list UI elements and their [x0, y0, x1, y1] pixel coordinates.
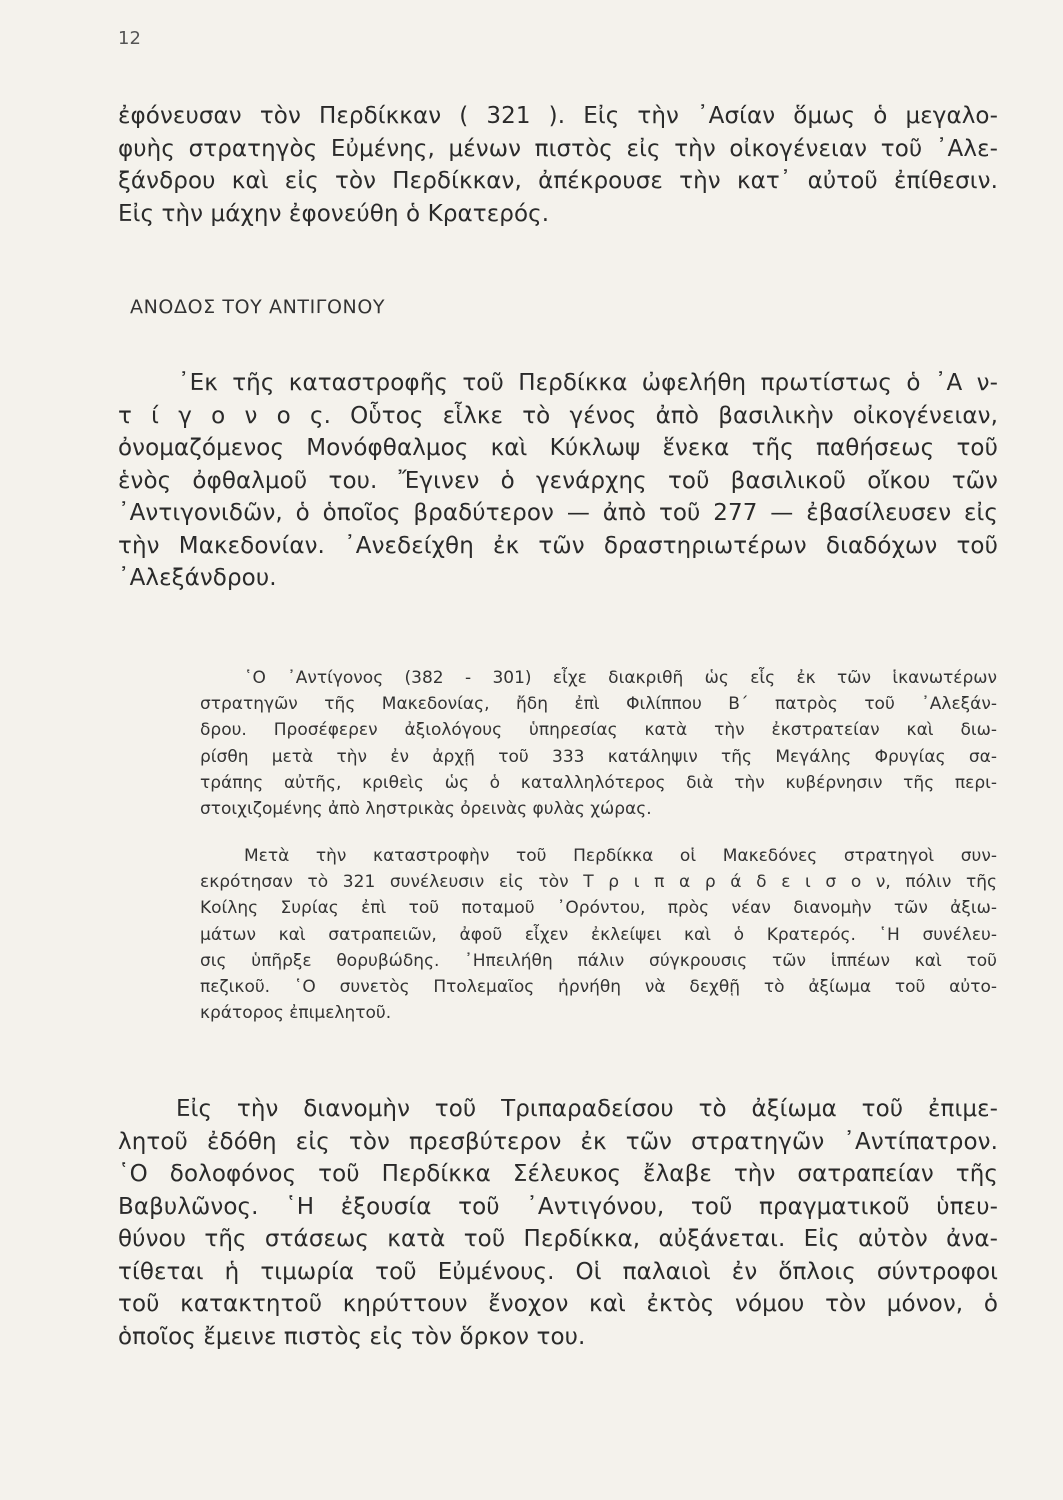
text-line: λητοῦ ἐδόθη εἰς τὸν πρεσβύτερον ἐκ τῶν στρατηγῶν ᾽Αντίπατρον.: [118, 1128, 998, 1155]
page-number: 12: [118, 28, 141, 49]
paragraph-2: [118, 367, 998, 595]
note-line: πεζικοῦ. ῾Ο συνετὸς Πτολεμαῖος ἠρνήθη νὰ δεχθῇ τὸ ἀξίωμα τοῦ αὐτο-: [200, 977, 997, 998]
note-line: δρου. Προσέφερεν ἀξιολόγους ὑπηρεσίας κατὰ τὴν ἐκστρατείαν καὶ διω-: [200, 720, 997, 741]
note-line: Μετὰ τὴν καταστροφὴν τοῦ Περδίκκα οἱ Μακεδόνες στρατηγοὶ συν-: [244, 846, 997, 866]
note-line: κράτορος ἐπιμελητοῦ.: [200, 1003, 392, 1024]
note-line: τράπης αὐτῆς, κριθεὶς ὡς ὁ καταλληλότερος διὰ τὴν κυβέρνησιν τῆς περι-: [200, 772, 997, 793]
note-line: εκρότησαν τὸ 321 συνέλευσιν εἰς τὸν Τ ρ ι π α ρ ά δ ε ι σ ο ν, πόλιν τῆς: [200, 872, 997, 893]
footnote-triparadeisos: [200, 843, 997, 1026]
text-line: ἐφόνευσαν τὸν Περδίκκαν ( 321 ). Εἰς τὴν ᾽Ασίαν ὅμως ὁ μεγαλο-: [118, 103, 998, 129]
text-line: Εἰς τὴν μάχην ἐφονεύθη ὁ Κρατερός.: [118, 200, 550, 227]
text-line: τὴν Μακεδονίαν. ᾽Ανεδείχθη ἐκ τῶν δραστηριωτέρων διαδόχων τοῦ: [118, 532, 998, 559]
text-line: ᾽Αντιγονιδῶν, ὁ ὁποῖος βραδύτερον — ἀπὸ τοῦ 277 — ἐβασίλευσεν εἰς: [118, 500, 998, 526]
text-line: ὁποῖος ἔμεινε πιστὸς εἰς τὸν ὅρκον του.: [118, 1323, 586, 1350]
text-line: Εἰς τὴν διανομὴν τοῦ Τριπαραδείσου τὸ ἀξίωμα τοῦ ἐπιμε-: [176, 1096, 998, 1122]
section-heading: ΑΝΟΔΟΣ ΤΟΥ ΑΝΤΙΓΟΝΟΥ: [130, 296, 386, 318]
text-line: ᾽Αλεξάνδρου.: [118, 565, 277, 591]
note-line: μάτων καὶ σατραπειῶν, ἀφοῦ εἶχεν ἐκλείψει καὶ ὁ Κρατερός. ῾Η συνέλευ-: [200, 924, 997, 945]
text-line: ξάνδρου καὶ εἰς τὸν Περδίκκαν, ἀπέκρουσε τὴν κατ᾽ αὐτοῦ ἐπίθεσιν.: [118, 168, 998, 194]
note-line: στρατηγῶν τῆς Μακεδονίας, ἤδη ἐπὶ Φιλίππου Β´ πατρὸς τοῦ ᾽Αλεξάν-: [200, 694, 997, 715]
text-line: ῾Ο δολοφόνος τοῦ Περδίκκα Σέλευκος ἔλαβε τὴν σατραπείαν τῆς: [118, 1161, 998, 1187]
paragraph-3: [118, 1093, 998, 1353]
text-line: Βαβυλῶνος. ῾Η ἐξουσία τοῦ ᾽Αντιγόνου, τοῦ πραγματικοῦ ὑπευ-: [118, 1193, 998, 1220]
text-line: τίθεται ἡ τιμωρία τοῦ Εὐμένους. Οἱ παλαιοὶ ἐν ὅπλοις σύντροφοι: [118, 1258, 998, 1285]
paragraph-1: [118, 100, 998, 230]
text-line: ὀνομαζόμενος Μονόφθαλμος καὶ Κύκλωψ ἕνεκα τῆς παθήσεως τοῦ: [118, 435, 998, 461]
text-line: θύνου τῆς στάσεως κατὰ τοῦ Περδίκκα, αὐξάνεται. Εἰς αὐτὸν ἀνα-: [118, 1226, 998, 1252]
note-line: ῾Ο ᾽Αντίγονος (382 - 301) εἶχε διακριθῆ ὡς εἷς ἐκ τῶν ἱκανωτέρων: [244, 668, 997, 688]
note-line: Κοίλης Συρίας ἐπὶ τοῦ ποταμοῦ ᾽Ορόντου, πρὸς νέαν διανομὴν τῶν ἀξιω-: [200, 898, 997, 919]
note-line: ρίσθη μετὰ τὴν ἐν ἀρχῇ τοῦ 333 κατάληψιν τῆς Μεγάλης Φρυγίας σα-: [200, 746, 997, 767]
text-line: τοῦ κατακτητοῦ κηρύττουν ἔνοχον καὶ ἐκτὸς νόμου τὸν μόνον, ὁ: [118, 1291, 998, 1317]
text-line: φυὴς στρατηγὸς Εὐμένης, μένων πιστὸς εἰς τὴν οἰκογένειαν τοῦ ᾽Αλε-: [118, 135, 998, 162]
footnote-antigonus: [200, 665, 997, 822]
note-line: σις ὑπῆρξε θορυβώδης. ᾽Ηπειλήθη πάλιν σύγκρουσις τῶν ἱππέων καὶ τοῦ: [200, 950, 997, 971]
text-line: τ ί γ ο ν ο ς. Οὗτος εἷλκε τὸ γένος ἀπὸ βασιλικὴν οἰκογένειαν,: [118, 402, 998, 429]
note-line: στοιχιζομένης ἀπὸ ληστρικὰς ὀρεινὰς φυλὰς χώρας.: [200, 799, 652, 820]
text-line: ἑνὸς ὀφθαλμοῦ του. Ἔγινεν ὁ γενάρχης τοῦ βασιλικοῦ οἴκου τῶν: [118, 467, 998, 494]
text-line: ᾽Εκ τῆς καταστροφῆς τοῦ Περδίκκα ὠφελήθη πρωτίστως ὁ ᾽Α ν-: [178, 370, 998, 396]
